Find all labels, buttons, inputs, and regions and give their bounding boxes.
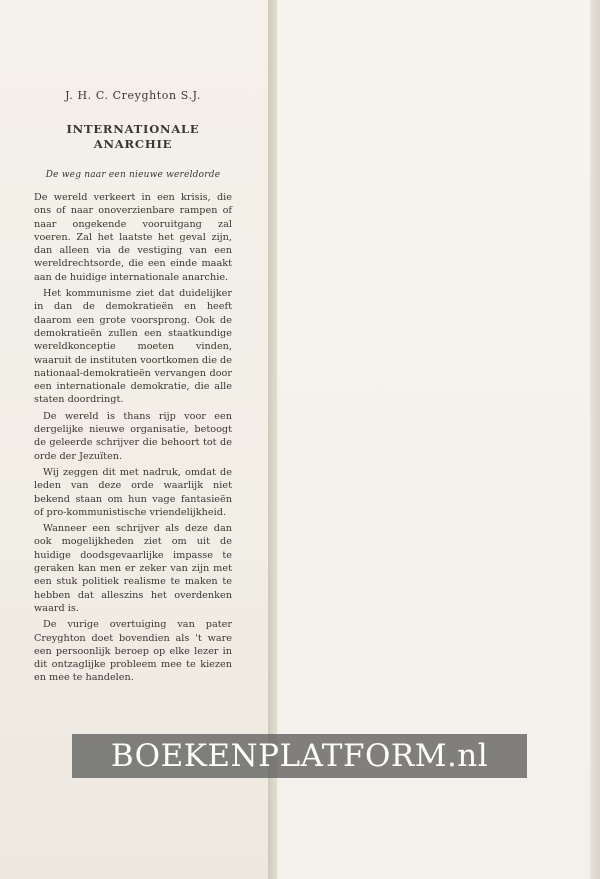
watermark-banner: BOEKENPLATFORM.nl <box>72 734 527 778</box>
flap-text <box>34 86 232 688</box>
blurb-body <box>34 191 232 685</box>
book-title <box>34 122 232 152</box>
jacket-edge <box>590 0 600 879</box>
author-name: J. H. C. Creyghton S.J. <box>65 89 201 102</box>
blurb-paragraph-5: Wanneer een schrijver als deze dan ook mogelijkheden ziet om uit de huidige doodsgevaarlijke impasse te geraken kan men er zeker van zijn met een stuk politiek realisme te maken te hebben dat alleszins het overdenken waard is. <box>34 523 232 614</box>
blurb-paragraph-1: De wereld verkeert in een krisis, die ons of naar onoverzienbare rampen of naar ongekende vooruitgang zal voeren. Zal het laatste het geval zijn, dan alleen via de vestiging van een wereldrechtsorde, die een einde maakt aan de huidige internationale anarchie. <box>34 192 232 283</box>
blurb-paragraph-2: Het kommunisme ziet dat duidelijker in dan de demokratieën en heeft daarom een grote voorsprong. Ook de demokratieën zullen een staatkundige wereldkonceptie moeten vinden, waaruit de instituten voortkomen die de nationaal-demokratieën vervangen door een internationale demokratie, die alle staten doordringt. <box>34 288 232 406</box>
book-title-line-1: INTERNATIONALE <box>66 122 200 136</box>
blurb-paragraph-6: De vurige overtuiging van pater Creyghton doet bovendien als 't ware een persoonlijk beroep op elke lezer in dit ontzaglijke probleem mee te kiezen en mee te handelen. <box>34 619 232 684</box>
blurb-paragraph-3: De wereld is thans rijp voor een dergelijke nieuwe organisatie, betoogt de geleerde schrijver die behoort tot de orde der Jezuïten. <box>34 410 232 462</box>
book-title-line-2: ANARCHIE <box>93 137 173 151</box>
book-subtitle: De weg naar een nieuwe wereldorde <box>45 170 221 180</box>
blurb-paragraph-4: Wij zeggen dit met nadruk, omdat de leden van deze orde waarlijk niet bekend staan om hun vage fantasieën of pro-kommunistische vriendelijkheid. <box>34 466 232 518</box>
